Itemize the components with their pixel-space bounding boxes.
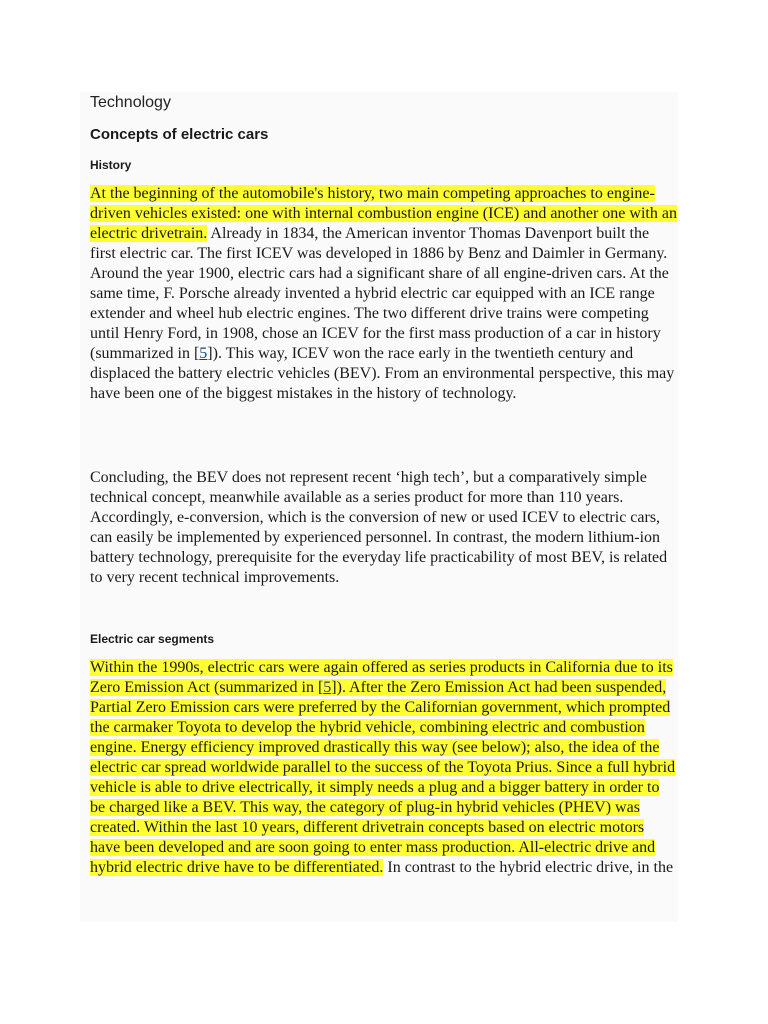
paragraph-text: In contrast to the hybrid electric drive, in the: [383, 859, 674, 876]
history-paragraph-1: [90, 184, 678, 404]
section-label: Technology: [90, 94, 171, 111]
paragraph-text: ]). This way, ICEV won the race early in the twentieth century and displaced the battery electric vehicles (BEV). From an environmental perspective, this may have been one of the biggest mistakes in the history of technology.: [90, 345, 675, 402]
highlighted-text: Within the 1990s, electric cars were again offered as series products in California due to its Zero Emission Act (summarized in [: [90, 659, 673, 696]
highlighted-text: ]). After the Zero Emission Act had been suspended, Partial Zero Emission cars were preferred by the Californian government, which prompted the carmaker Toyota to develop the hybrid vehicle, combining electric and combustion engine. Energy efficiency improved drastically this way (see below); also, the idea of the electric car spread worldwide parallel to the success of the Toyota Prius. Since a full hybrid vehicle is able to drive electrically, it simply needs a plug and a bigger battery in order to be charged like a BEV. This way, the category of plug-in hybrid vehicles (PHEV) was created. Within the last 10 years, different drivetrain concepts based on electric motors have been developed and are soon going to enter mass production. All-electric drive and hybrid electric drive have to be differentiated.: [90, 679, 676, 876]
reference-link[interactable]: 5: [199, 345, 208, 362]
highlighted-text: At the beginning of the automobile's history, two main competing approaches to engine-driven vehicles existed: one with internal combustion engine (ICE) and another one with an electric drivetrain.: [90, 185, 677, 242]
history-heading: History: [90, 158, 132, 172]
history-paragraph-2: Concluding, the BEV does not represent recent ‘high tech’, but a comparatively simple technical concept, meanwhile available as a series product for more than 110 years. Accordingly, e-conversion, which is the conversion of new or used ICEV to electric cars, can easily be implemented by experienced personnel. In contrast, the modern lithium-ion battery technology, prerequisite for the everyday life practicability of most BEV, is related to very recent technical improvements.: [90, 469, 668, 586]
document-page: [80, 92, 678, 922]
document-title: Concepts of electric cars: [90, 126, 269, 143]
reference-link[interactable]: 5: [323, 679, 332, 696]
segments-heading: Electric car segments: [90, 632, 215, 646]
paragraph-text: Already in 1834, the American inventor Thomas Davenport built the first electric car. The first ICEV was developed in 1886 by Benz and Daimler in Germany. Around the year 1900, electric cars had a significant share of all engine-driven cars. At the same time, F. Porsche already invented a hybrid electric car equipped with an ICE range extender and wheel hub electric engines. The two different drive trains were competing until Henry Ford, in 1908, chose an ICEV for the first mass production of a car in history (summarized in [: [90, 225, 669, 362]
segments-paragraph-1: [90, 658, 678, 878]
